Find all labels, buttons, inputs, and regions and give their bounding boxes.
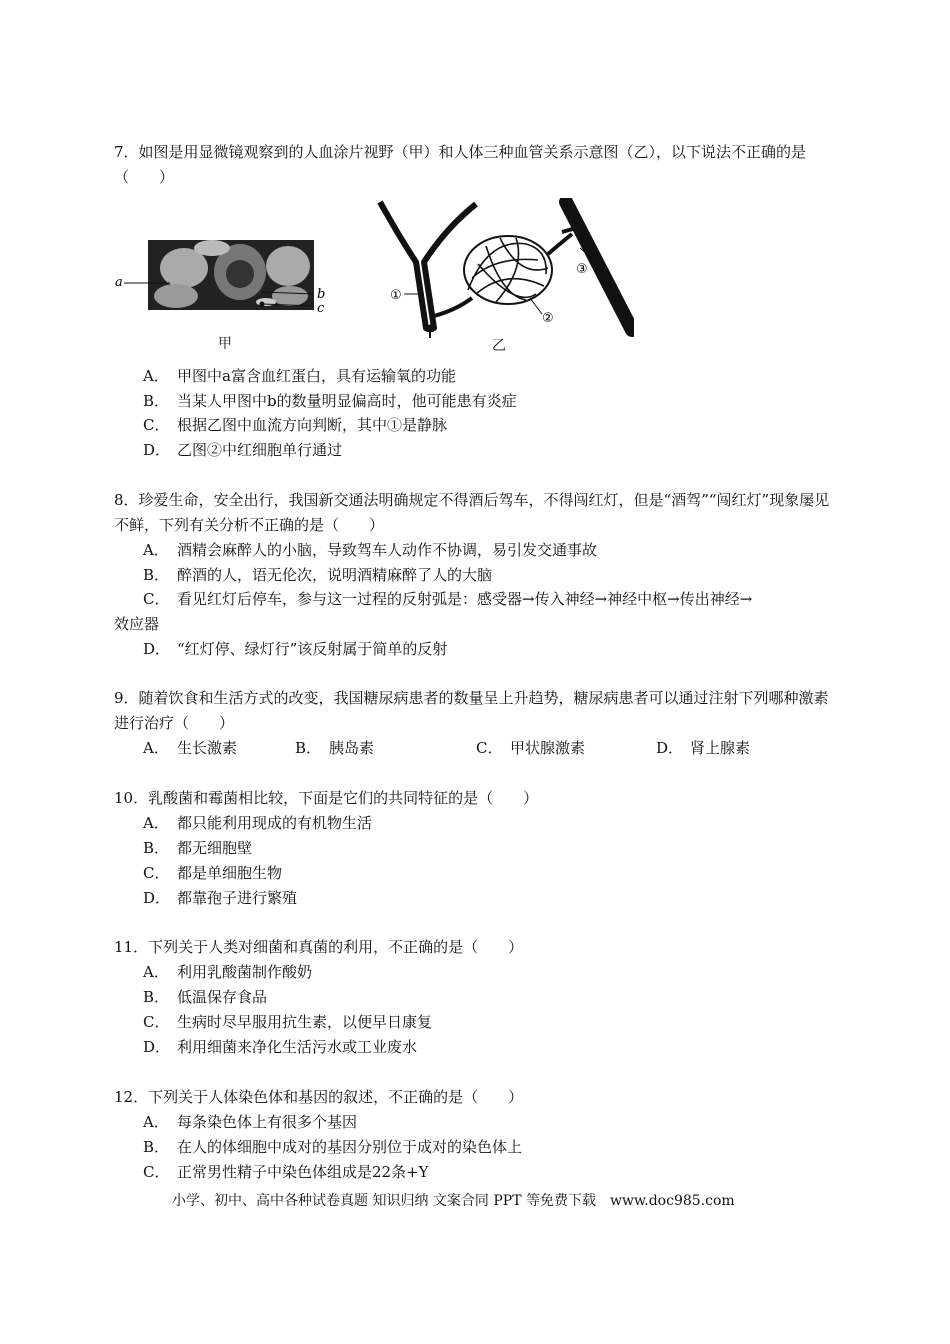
question-7-stem: 7．如图是用显微镜观察到的人血涂片视野（甲）和人体三种血管关系示意图（乙），以下说法不正确的是（ ） <box>114 143 807 186</box>
q10-option-d: D． 都靠孢子进行繁殖 <box>143 889 298 907</box>
q11-option-c: C． 生病时尽早服用抗生素，以便早日康复 <box>143 1013 433 1031</box>
label-1: ① <box>390 288 402 303</box>
blood-vessel-diagram <box>376 198 634 350</box>
q11-option-b: B． 低温保存食品 <box>143 988 268 1006</box>
q11-option-a: A． 利用乳酸菌制作酸奶 <box>143 963 313 981</box>
label-c: c <box>317 301 325 316</box>
question-11-stem: 11．下列关于人类对细菌和真菌的利用，不正确的是（ ） <box>114 938 524 956</box>
blood-smear-image <box>112 236 332 348</box>
label-2: ② <box>542 311 554 326</box>
q10-option-b: B． 都无细胞壁 <box>143 839 253 857</box>
q11-option-d: D． 利用细菌来净化生活污水或工业废水 <box>143 1038 418 1056</box>
label-3: ③ <box>576 262 588 277</box>
q9-option-d: D． 肾上腺素 <box>656 739 751 757</box>
q10-option-a: A． 都只能利用现成的有机物生活 <box>143 814 373 832</box>
label-a: a <box>115 275 123 290</box>
q12-option-b: B． 在人的体细胞中成对的基因分别位于成对的染色体上 <box>143 1138 523 1156</box>
q8-option-a: A． 酒精会麻醉人的小脑，导致驾车人动作不协调，易引发交通事故 <box>143 541 598 559</box>
q8-option-c: C． 看见红灯后停车，参与这一过程的反射弧是：感受器→传入神经→神经中枢→传出神经→ <box>143 590 753 608</box>
q8-option-d: D． “红灯停、绿灯行”该反射属于简单的反射 <box>143 640 448 658</box>
q9-option-a: A． 生长激素 <box>143 739 238 757</box>
question-8-stem: 8．珍爱生命，安全出行，我国新交通法明确规定不得酒后驾车，不得闯红灯，但是“酒驾”“闯红灯”现象屡见不鲜，下列有关分析不正确的是（ ） <box>114 491 830 534</box>
q8-option-b: B． 醉酒的人，语无伦次，说明酒精麻醉了人的大脑 <box>143 566 493 584</box>
q12-option-c: C． 正常男性精子中染色体组成是22条+Y <box>143 1163 429 1181</box>
q12-option-a: A． 每条染色体上有很多个基因 <box>143 1113 358 1131</box>
figure-yi-blood-vessels <box>376 198 634 350</box>
question-10-stem: 10．乳酸菌和霉菌相比较，下面是它们的共同特征的是（ ） <box>114 789 539 807</box>
question-12-stem: 12．下列关于人体染色体和基因的叙述，不正确的是（ ） <box>114 1088 524 1106</box>
label-b: b <box>317 287 326 302</box>
q9-option-c: C． 甲状腺激素 <box>476 739 586 757</box>
page-footer: 小学、初中、高中各种试卷真题 知识归纳 文案合同 PPT 等免费下载 www.doc985.com <box>172 1193 735 1209</box>
q7-option-b: B． 当某人甲图中b的数量明显偏高时，他可能患有炎症 <box>143 392 517 410</box>
q7-option-a: A． 甲图中a富含血红蛋白，具有运输氧的功能 <box>143 367 456 385</box>
q7-option-c: C． 根据乙图中血流方向判断，其中①是静脉 <box>143 416 448 434</box>
q7-option-d: D． 乙图②中红细胞单行通过 <box>143 441 343 459</box>
q8-option-c-continued: 效应器 <box>114 615 160 633</box>
figure-jia-blood-smear <box>112 236 332 348</box>
question-9-stem: 9．随着饮食和生活方式的改变，我国糖尿病患者的数量呈上升趋势，糖尿病患者可以通过注射下列哪种激素进行治疗（ ） <box>114 689 829 732</box>
q10-option-c: C． 都是单细胞生物 <box>143 864 283 882</box>
q9-option-b: B． 胰岛素 <box>295 739 375 757</box>
caption-yi: 乙 <box>492 338 506 354</box>
caption-jia: 甲 <box>218 336 232 352</box>
